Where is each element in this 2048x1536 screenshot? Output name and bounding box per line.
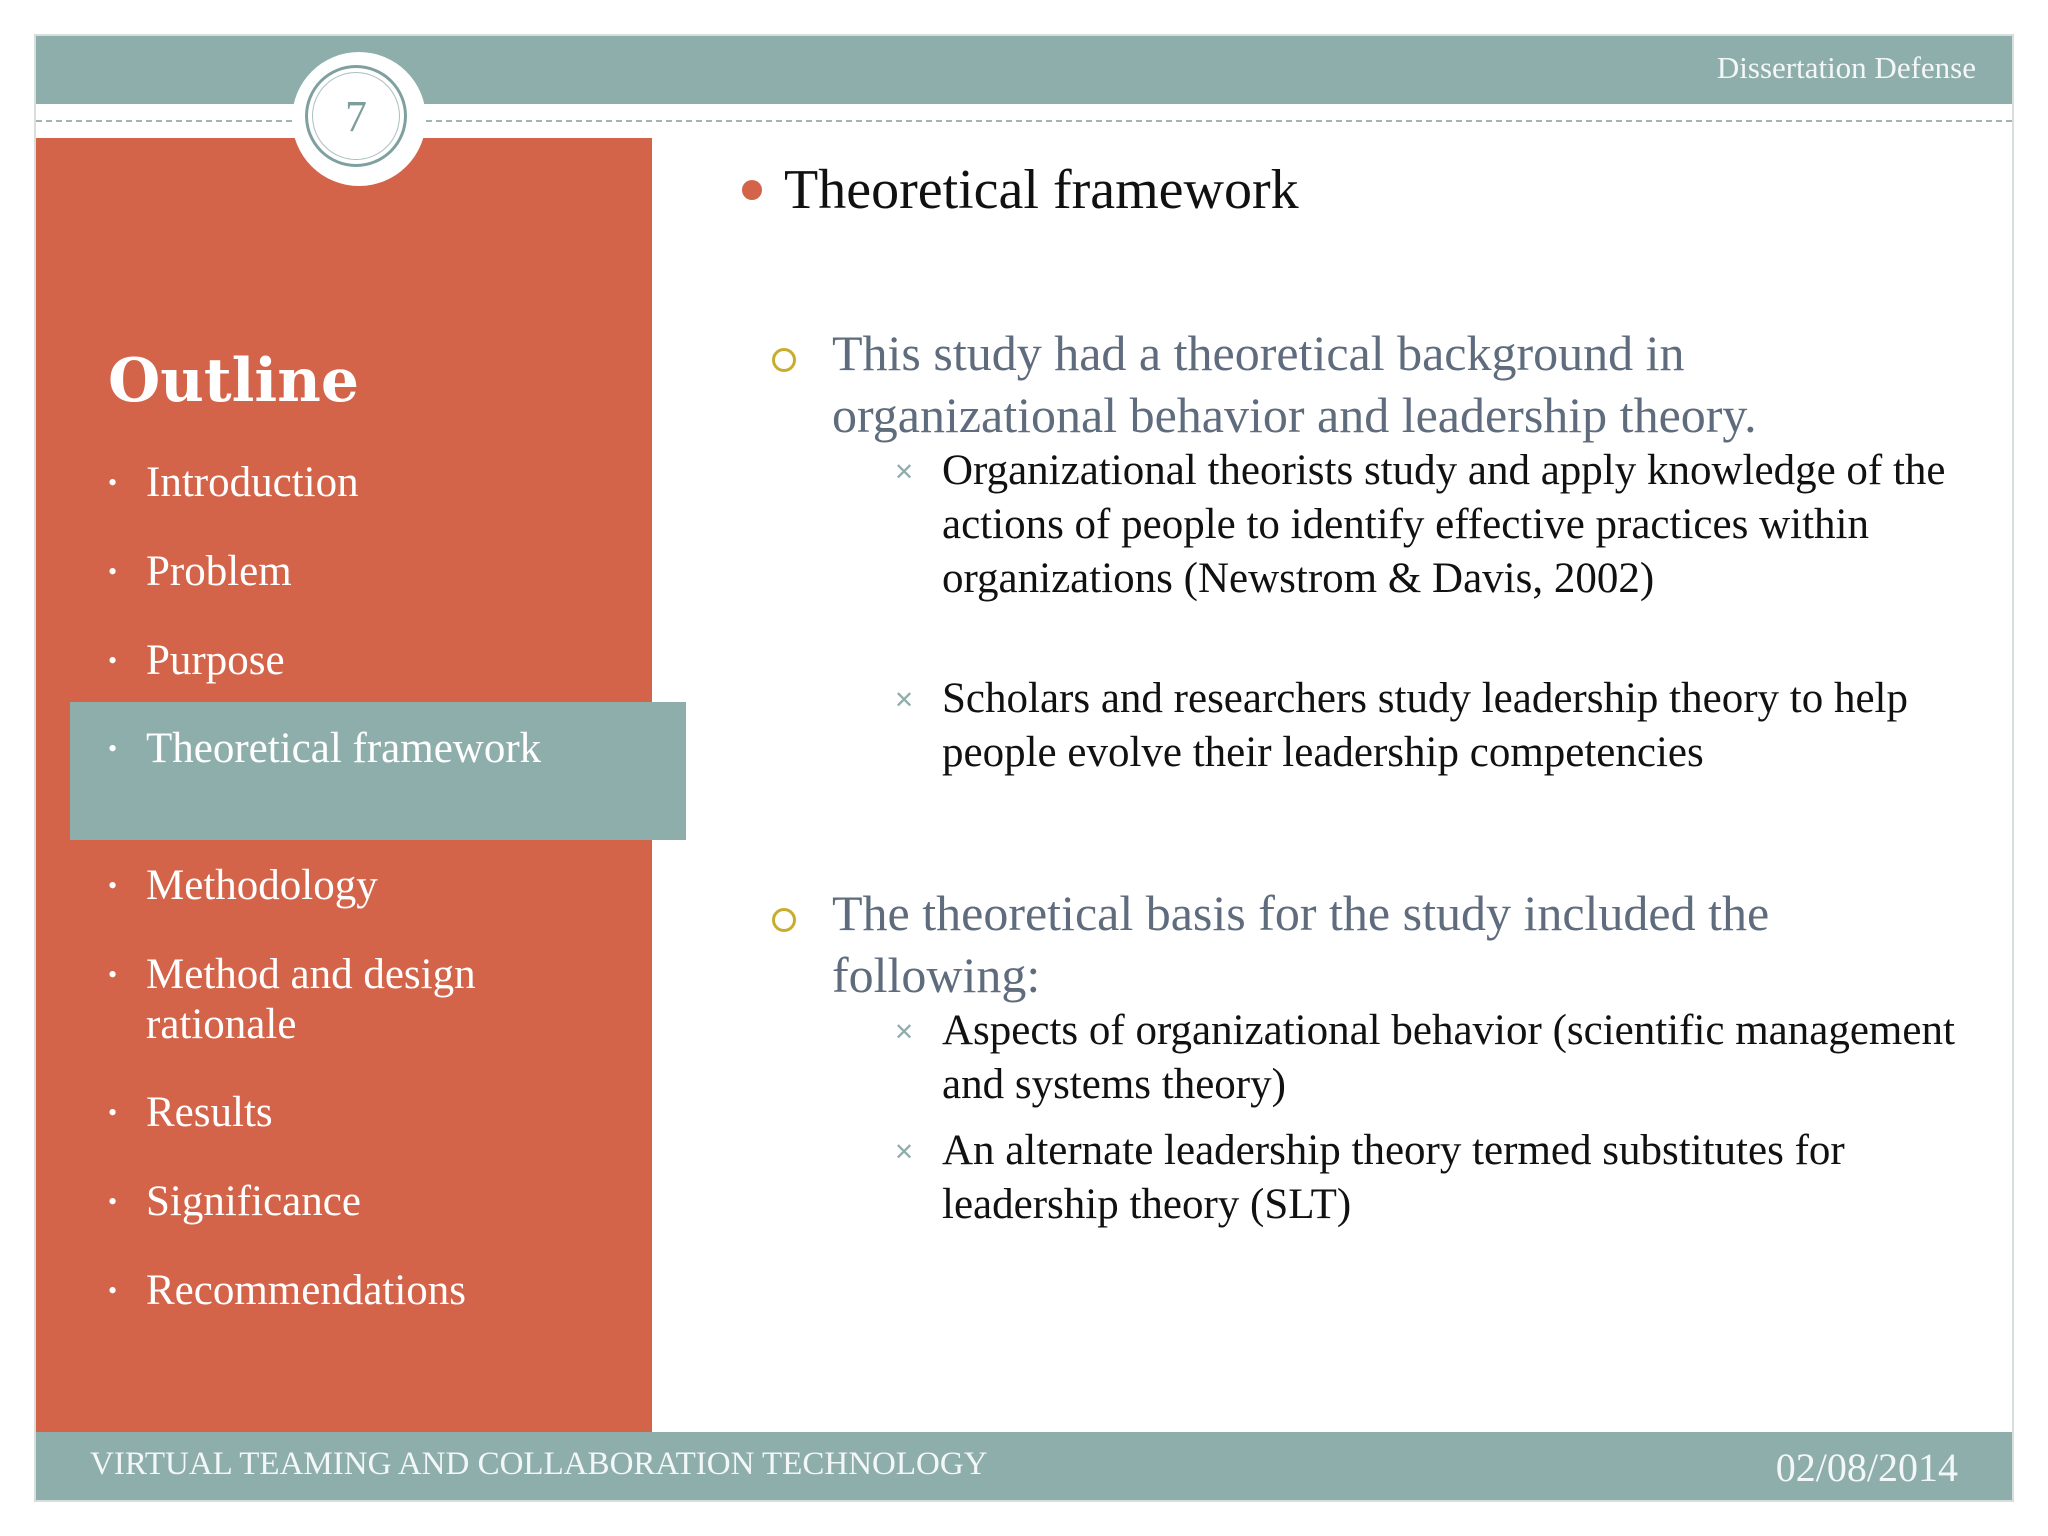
bullet-dot-icon: • (108, 1187, 118, 1216)
outline-heading: Outline (108, 346, 359, 416)
bullet-dot-icon: • (108, 734, 118, 763)
content-title: Theoretical framework (784, 159, 1299, 221)
pinwheel-bullet-icon: ✕ (894, 1138, 915, 1166)
footer-bar (36, 1432, 2012, 1500)
pinwheel-bullet-icon: ✕ (894, 458, 915, 486)
outline-item-purpose[interactable] (108, 636, 668, 686)
outline-item-label: Problem (146, 548, 292, 595)
slide-number-ring (305, 65, 407, 167)
outline-item-label: Method and design rationale (146, 951, 476, 1048)
outline-item-label: Recommendations (146, 1267, 467, 1314)
header-title: Dissertation Defense (1716, 50, 1976, 85)
footer-date: 02/08/2014 (1775, 1445, 1958, 1490)
outline-item-label: Methodology (146, 862, 378, 909)
section-point: Aspects of organizational behavior (scientific management and systems theory) (942, 1007, 1955, 1108)
outline-item-label: Significance (146, 1178, 361, 1225)
slide (34, 34, 2014, 1502)
section-point: Scholars and researchers study leadership theory to help people evolve their leadership competencies (942, 675, 1908, 776)
outline-item-label: Introduction (146, 459, 359, 506)
bullet-dot-icon: • (108, 1276, 118, 1305)
footer-course-title: VIRTUAL TEAMING AND COLLABORATION TECHNOLOGY (90, 1446, 988, 1482)
section-text: This study had a theoretical background in organizational behavior and leadership theory. (832, 325, 1757, 443)
slide-number: 7 (345, 91, 367, 141)
outline-item-methodology[interactable] (108, 861, 668, 911)
outline-item-label: Results (146, 1089, 273, 1136)
section-point: Organizational theorists study and apply knowledge of the actions of people to identify effective practices within organizations (Newstrom & Davis, 2002) (942, 447, 1946, 602)
section-text: The theoretical basis for the study included the following: (832, 885, 1770, 1003)
outline-item-recommendations[interactable] (108, 1266, 668, 1316)
slide-number-badge (292, 52, 426, 186)
circle-bullet-icon (772, 348, 796, 372)
outline-item-label: Purpose (146, 637, 285, 684)
outline-item-introduction[interactable] (108, 458, 668, 508)
content-area (652, 138, 2014, 1438)
circle-bullet-icon (772, 908, 796, 932)
outline-item-problem[interactable] (108, 547, 668, 597)
outline-item-theoretical-framework[interactable] (108, 724, 608, 774)
main-bullet-icon (742, 180, 762, 200)
outline-item-label: Theoretical framework (146, 725, 542, 772)
pinwheel-bullet-icon: ✕ (894, 686, 915, 714)
bullet-dot-icon: • (108, 871, 118, 900)
bullet-dot-icon: • (108, 960, 118, 989)
outline-item-method-and-design-rationale[interactable] (108, 950, 608, 1050)
bullet-dot-icon: • (108, 646, 118, 675)
pinwheel-bullet-icon: ✕ (894, 1018, 915, 1046)
outline-item-significance[interactable] (108, 1177, 668, 1227)
bullet-dot-icon: • (108, 1098, 118, 1127)
outline-item-results[interactable] (108, 1088, 668, 1138)
section-point: An alternate leadership theory termed substitutes for leadership theory (SLT) (942, 1127, 1845, 1228)
outline-list (36, 36, 736, 1436)
bullet-dot-icon: • (108, 468, 118, 497)
bullet-dot-icon: • (108, 557, 118, 586)
